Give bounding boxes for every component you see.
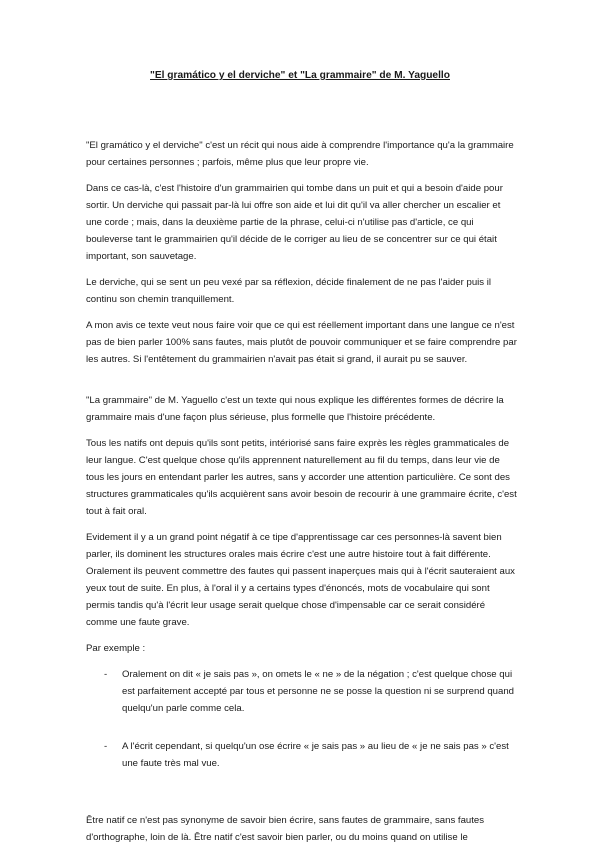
paragraph-story: Dans ce cas-là, c'est l'histoire d'un grammairien qui tombe dans un puit et qui a besoin d'aide pour sortir. Un derviche qui passait par-là lui offre son aide et lui dit qu'il va aller chercher un escalier et une corde ; mais, dans la deuxième partie de la phrase, celui-ci n'utilise pas d'article, ce qui bouleverse tant le grammairien qu'il décide de le corriger au lieu de se concentrer sur ce qui était important, son sauvetage. [86, 183, 503, 262]
paragraph-final: Être natif ce n'est pas synonyme de savoir bien écrire, sans fautes de grammaire, sans fautes d'orthographe, loin de là. Être natif c'est savoir bien parler, ou du moins quand on utilise le [86, 815, 485, 843]
document-body [86, 137, 518, 855]
paragraph-grammaire-intro: "La grammaire" de M. Yaguello c'est un texte qui nous explique les différentes formes de décrire la grammaire mais d'une façon plus sérieuse, plus formelle que l'histoire précédente. [86, 395, 504, 423]
paragraph-opinion: A mon avis ce texte veut nous faire voir que ce qui est réellement important dans une langue ce n'est pas de bien parler 100% sans fautes, mais plutôt de pouvoir communiquer et se faire comprendre par les autres. Si l'entêtement du grammairien n'avait pas était si grand, il aurait pu se sauver. [86, 320, 517, 365]
list-item [86, 738, 518, 772]
paragraph-intro: "El gramático y el derviche" c'est un récit qui nous aide à comprendre l'importance qu'a la grammaire pour certaines personnes ; parfois, même plus que leur propre vie. [86, 140, 514, 168]
section-gap [86, 793, 518, 812]
paragraph-derviche: Le derviche, qui se sent un peu vexé par sa réflexion, décide finalement de ne pas l'aider puis il continu son chemin tranquillement. [86, 277, 492, 305]
list-dash: - [104, 669, 108, 680]
document-title: "El gramático y el derviche" et "La grammaire" de M. Yaguello [150, 70, 450, 81]
example-list [86, 666, 518, 772]
list-dash: - [104, 741, 108, 752]
list-item [86, 666, 518, 717]
section-gap [86, 377, 518, 392]
paragraph-natifs: Tous les natifs ont depuis qu'ils sont petits, intériorisé sans faire exprès les règles grammaticales de leur langue. C'est quelque chose qu'ils apprennent naturellement au fil du temps, dans leur vie de tous les jours en entendant parler les autres, sans y accorder une attention particulière. Ce sont des structures grammaticales qu'ils acquièrent sans avoir besoin de recourir à une grammaire écrite, c'est tout à fait oral. [86, 438, 517, 517]
list-item-text: Oralement on dit « je sais pas », on omets le « ne » de la négation ; c'est quelque chose qui est parfaitement accepté par tous et personne ne se posse la question ni se surprend quand quelqu'un parle comme cela. [122, 669, 514, 714]
paragraph-negatif: Evidement il y a un grand point négatif à ce tipe d'apprentissage car ces personnes-là savent bien parler, ils dominent les structures orales mais écrire c'est une autre histoire tout à fait différente. Oralement ils peuvent commettre des fautes qui passent inaperçues mais qui à l'écrit sauteraient aux yeux tout de suite. En plus, à l'oral il y a certains types d'énoncés, mots de vocabulaire qui sont permis tandis qu'à l'écrit leur usage serait quelque chose d'impensable car ce serait considéré comme une faute grave. [86, 532, 515, 628]
list-item-text: A l'écrit cependant, si quelqu'un ose écrire « je sais pas » au lieu de « je ne sais pas » c'est une faute très mal vue. [122, 741, 509, 769]
paragraph-exemple-label: Par exemple : [86, 643, 146, 654]
